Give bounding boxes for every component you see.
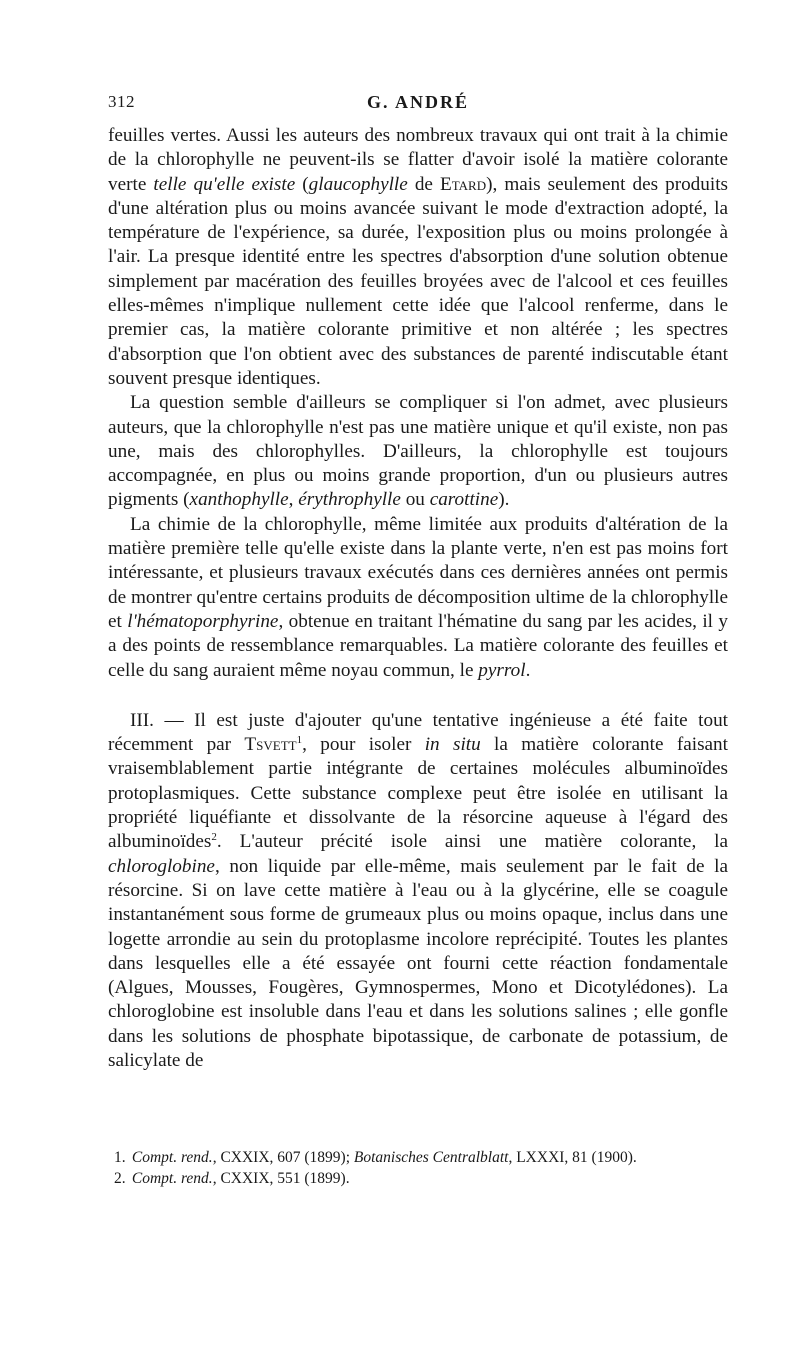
footnotes [108,1148,728,1189]
body-text [108,124,728,1073]
text-run: , pour isoler [302,734,425,756]
citation-text: , CXXIX, 551 (1899). [212,1169,350,1187]
italic-run: telle qu'elle existe [153,173,296,195]
footnote-number: 1. [114,1149,126,1166]
footnote-1 [114,1148,728,1169]
text-run: ). [498,489,510,511]
small-caps-name: Etard [440,173,487,195]
text-run: . L'auteur précité isole ainsi une matière colorante, la [216,831,728,853]
text-run: , [288,489,299,511]
page-number: 312 [108,92,135,111]
running-header [108,92,728,118]
italic-run: l'hématoporphyrine [127,610,279,632]
italic-run: glaucophylle [308,173,408,195]
paragraph-1 [108,124,728,391]
italic-run: in situ [424,734,481,756]
text-run: ), mais seulement des produits d'une altération plus ou moins avancée suivant le mode d'extraction adopté, la température de l'expérience, sa durée, l'exposition plus ou moins prolongée à l'air. La presque identité entre les spectres d'absorption d'une solution obtenue simplement par macération des feuilles broyées avec de l'alcool et ces feuilles elles-mêmes n'implique nullement cette idée que l'alcool renferme, dans le premier cas, la matière colorante primitive et non altérée ; les spectres d'absorption que l'on obtient avec des substances de parenté indiscutable étant souvent presque identiques. [108,173,728,389]
journal-title: Compt. rend. [131,1169,213,1187]
text-run: ou [400,489,430,511]
italic-run: carottine [429,489,499,511]
citation-text: , CXXIX, 607 (1899); [212,1149,354,1166]
italic-run: chloroglobine [108,855,215,877]
text-run: La chimie de la chlorophylle, même limitée aux produits d'altération de la matière première telle qu'elle existe dans la plante verte, n'en est pas moins fort intéressante, et plusieurs travaux exécutés dans ces dernières années ont permis de montrer qu'entre certains produits de décomposition ultime de la chlorophylle et [108,513,728,632]
text-run: , non liquide par elle-même, mais seulement par le fait de la résorcine. Si on lave cette matière à l'eau ou à la glycérine, elle se coagule instantanément sous forme de grumeaux plus ou moins opaque, inclus dans une logette arrondie au sein du protoplasme incolore reprécipité. Toutes les plantes dans lesquelles elle a été essayée ont fourni cette réaction fondamentale (Algues, Mousses, Fougères, Gymnospermes, Mono et Dicotylédones). La chloroglobine est insoluble dans l'eau et dans les solutions salines ; elle gonfle dans les solutions de phosphate bipotassique, de carbonate de potassium, de salicylate de [108,855,728,1071]
text-run: feuilles vertes. Aussi les auteurs des nombreux travaux qui ont trait à la chimie de la chlorophylle ne peuvent-ils se flatter d'avoir isolé la matière colorante verte [108,125,728,195]
text-run: III. — Il est juste d'ajouter qu'une tentative ingénieuse a été faite tout récemment par [108,709,728,756]
small-caps-name: Tsvett [244,734,297,756]
italic-run: pyrrol [478,659,526,681]
footnote-number: 2. [114,1169,126,1187]
paragraph-3 [108,513,728,683]
paragraph-4 [108,709,728,1073]
paragraph-2 [108,391,728,512]
journal-title: Botanisches Centralblatt [353,1149,509,1166]
text-run: La question semble d'ailleurs se compliquer si l'on admet, avec plusieurs auteurs, que la chlorophylle n'est pas une matière unique et qu'il existe, non pas une, mais des chlorophylles. D'ailleurs, la chlorophylle est toujours accompagnée, en plus ou moins grande proportion, d'un ou plusieurs autres pigments ( [108,392,728,511]
citation-text: , LXXXI, 81 (1900). [508,1149,637,1166]
italic-run: xanthophylle [189,489,289,511]
text-run: , obtenue en traitant l'hématine du sang par les acides, il y a des points de ressemblance remarquables. La matière colorante des feuilles et celle du sang auraient même noyau commun, le [108,610,728,681]
footnote-ref-1[interactable]: 1 [296,734,303,747]
footnote-2 [114,1169,728,1190]
running-title-author: G. ANDRÉ [366,92,469,112]
footnote-ref-2[interactable]: 2 [211,831,217,844]
text-run: de [407,173,441,195]
italic-run: érythrophylle [298,489,401,511]
text-run: . [525,659,531,681]
journal-title: Compt. rend. [131,1149,213,1166]
text-run: ( [295,173,309,195]
text-run: la matière colorante faisant vraisemblablement partie intégrante de certaines molécules albuminoïdes protoplasmiques. Cette substance complexe peut être isolée en utilisant la propriété liquéfiante et dissolvante de la résorcine aqueuse à l'égard des albuminoïdes [108,734,728,853]
